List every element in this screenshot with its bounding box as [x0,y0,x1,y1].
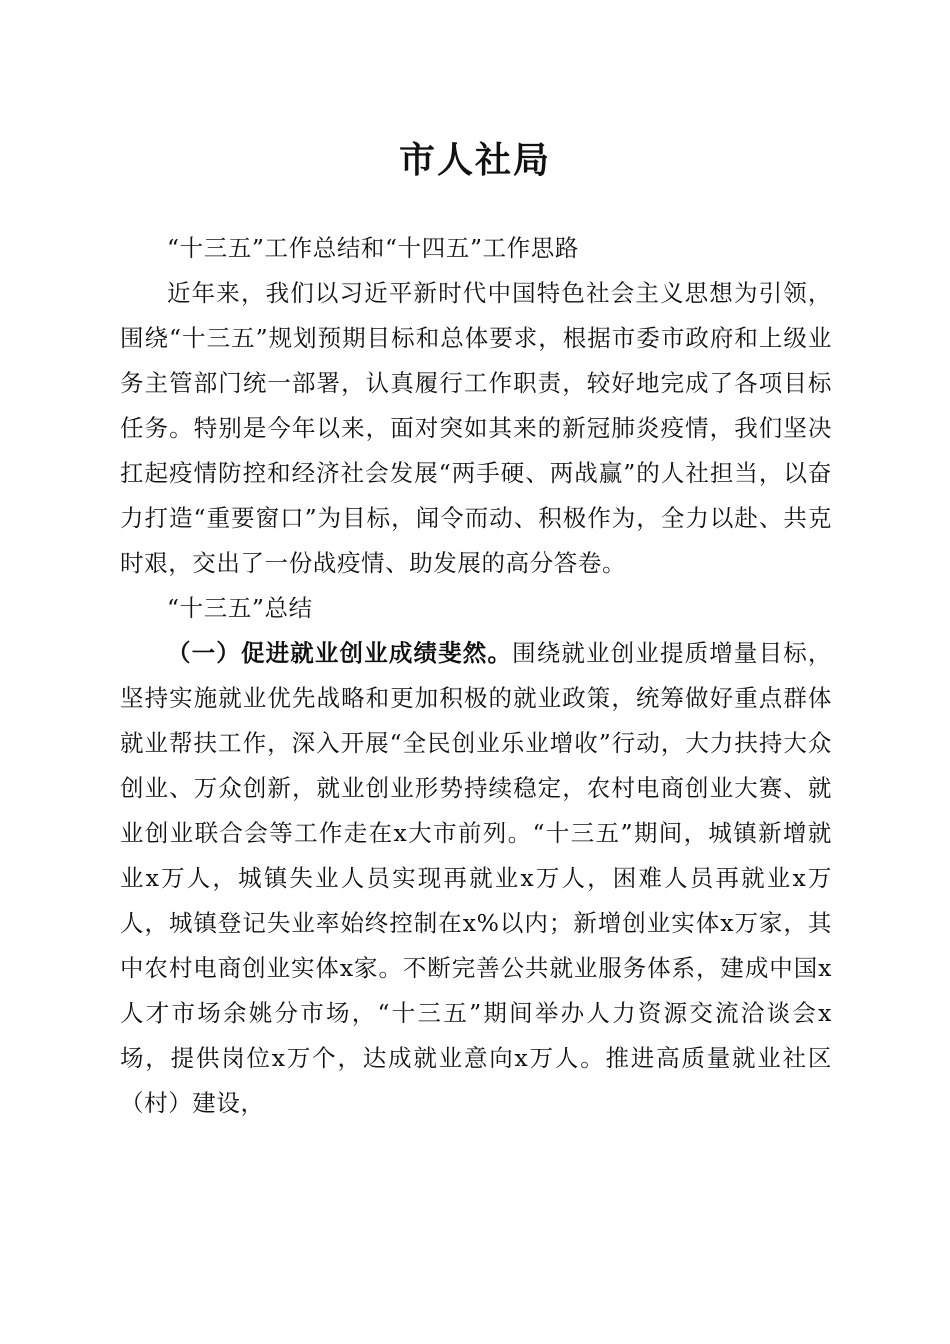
intro-paragraph: 近年来，我们以习近平新时代中国特色社会主义思想为引领，围绕“十三五”规划预期目标和总体要求，根据市委市政府和上级业务主管部门统一部署，认真履行工作职责，较好地完成了各项目标任务。特别是今年以来，面对突如其来的新冠肺炎疫情，我们坚决扛起疫情防控和经济社会发展“两手硬、两战赢”的人社担当，以奋力打造“重要窗口”为目标，闻令而动、积极作为，全力以赴、共克时艰，交出了一份战疫情、助发展的高分答卷。 [120,279,832,577]
section-1-text: 围绕就业创业提质增量目标，坚持实施就业优先战略和更加积极的就业政策，统筹做好重点群体就业帮扶工作，深入开展“全民创业乐业增收”行动，大力扶持大众创业、万众创新，就业创业形势持续稳定，农村电商创业大赛、就业创业联合会等工作走在x大市前列。“十三五”期间，城镇新增就业x万人，城镇失业人员实现再就业x万人，困难人员再就业x万人，城镇登记失业率始终控制在x%以内；新增创业实体x万家，其中农村电商创业实体x家。不断完善公共就业服务体系，建成中国x人才市场余姚分市场，“十三五”期间举办人力资源交流洽谈会x场，提供岗位x万个，达成就业意向x万人。推进高质量就业社区（村）建设， [120,639,832,1117]
section-heading: “十三五”总结 [167,594,313,622]
subtitle-paragraph: “十三五”工作总结和“十四五”工作思路 [167,234,579,262]
document-body [120,226,832,1126]
document-title: 市人社局 [398,139,551,181]
section-1-lead: （一）促进就业创业成绩斐然。 [167,639,513,667]
section-1-paragraph [120,631,832,1126]
